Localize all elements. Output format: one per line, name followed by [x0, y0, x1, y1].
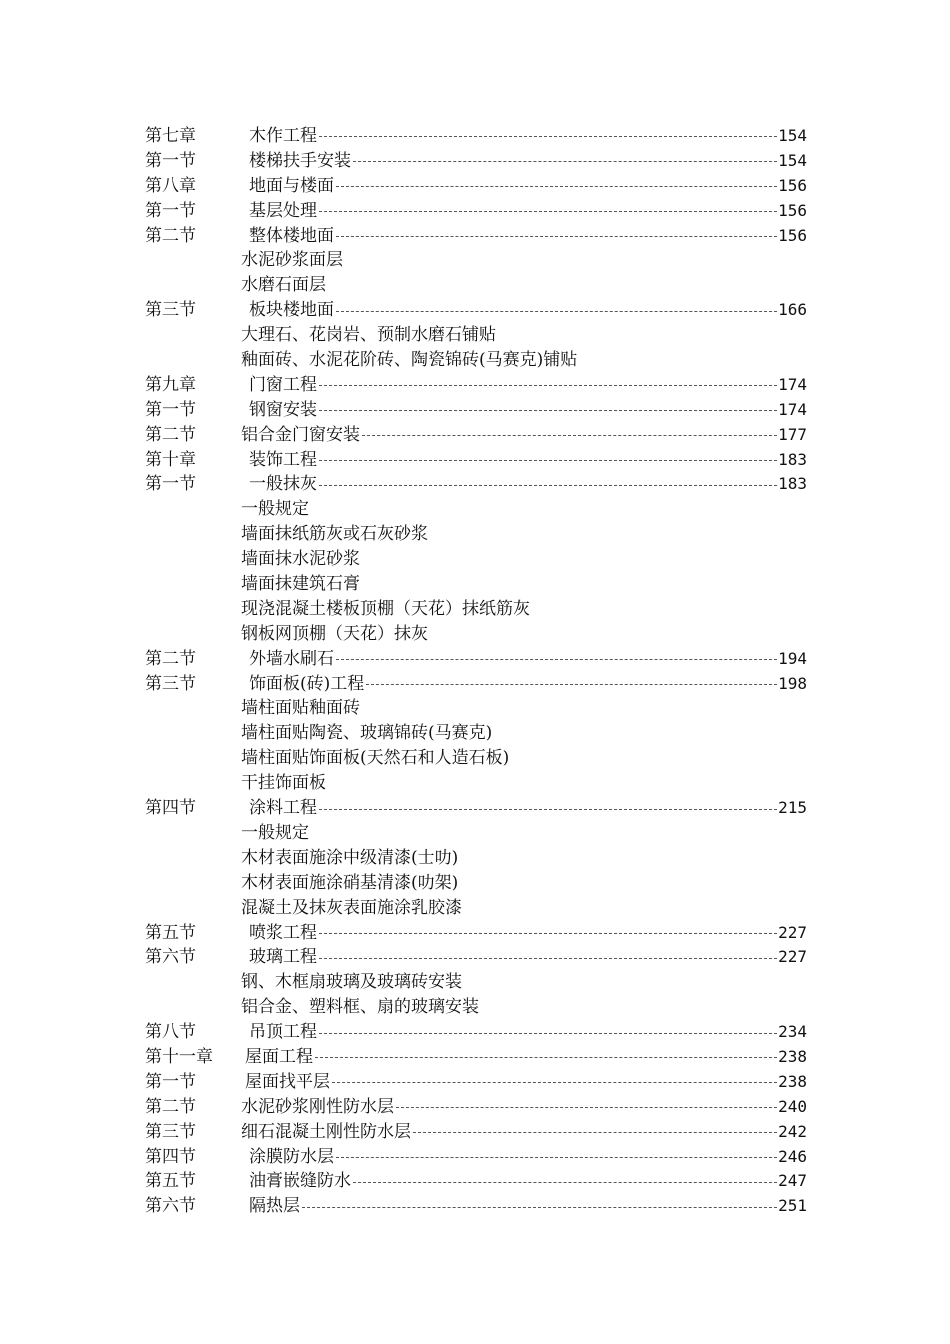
- toc-entry-page: 215: [778, 798, 807, 818]
- toc-entry: [145, 174, 807, 199]
- toc-entry: [145, 448, 807, 473]
- dash-leader: [353, 161, 777, 162]
- dash-leader: [315, 1057, 777, 1058]
- toc-entry-number: 第一节: [145, 399, 196, 420]
- toc-entry: [145, 1145, 807, 1170]
- toc-subentry: [145, 622, 807, 647]
- toc-entry-title: 喷浆工程: [249, 922, 317, 943]
- toc-entry-line: [245, 1070, 807, 1095]
- toc-entry-line: [249, 921, 807, 946]
- toc-entry: [145, 298, 807, 323]
- toc-entry-page: 156: [778, 200, 807, 220]
- toc-entry: [145, 647, 807, 672]
- toc-subentry: [145, 970, 807, 995]
- toc-subentry: [145, 522, 807, 547]
- toc-entry: [145, 373, 807, 398]
- toc-subentry-title: 墙面抹建筑石膏: [241, 574, 360, 595]
- toc-entry-number: 第三节: [145, 1121, 196, 1142]
- toc-entry: [145, 1095, 807, 1120]
- toc-entry-line: [249, 472, 807, 497]
- toc-entry-title: 屋面找平层: [245, 1071, 330, 1092]
- toc-entry-page: 154: [778, 126, 807, 145]
- toc-entry-number: 第一节: [145, 200, 196, 221]
- toc-entry-page: 247: [778, 1171, 807, 1191]
- dash-leader: [336, 1157, 777, 1158]
- toc-entry-number: 第八节: [145, 1022, 196, 1043]
- toc-entry-number: 第十章: [145, 449, 196, 470]
- toc-entry-line: [249, 373, 807, 398]
- toc-subentry-title: 混凝土及抹灰表面施涂乳胶漆: [241, 897, 462, 918]
- toc-entry: [145, 1020, 807, 1045]
- toc-entry-line: [249, 1169, 807, 1194]
- dash-leader: [396, 1107, 777, 1108]
- dash-leader: [319, 1033, 777, 1034]
- toc-entry-title: 木作工程: [249, 126, 317, 146]
- dash-leader: [353, 1182, 777, 1183]
- toc-entry-number: 第六节: [145, 947, 196, 968]
- toc-entry-line: [249, 174, 807, 199]
- toc-entry-number: 第四节: [145, 1146, 196, 1167]
- toc-entry-number: 第四节: [145, 798, 196, 819]
- toc-entry-page: 166: [778, 300, 807, 320]
- toc-entry-line: [249, 149, 807, 174]
- toc-entry-page: 238: [778, 1046, 807, 1066]
- toc-entry-line: [245, 1045, 807, 1070]
- toc-entry-title: 楼梯扶手安装: [249, 150, 351, 171]
- toc-entry-line: [241, 1120, 807, 1145]
- toc-entry-page: 198: [778, 673, 807, 693]
- toc-subentry: [145, 846, 807, 871]
- toc-subentry-title: 墙柱面贴陶瓷、玻璃锦砖(马赛克): [241, 723, 493, 744]
- toc-subentry: [145, 547, 807, 572]
- toc-subentry-title: 墙柱面贴釉面砖: [241, 698, 360, 719]
- toc-entry-title: 板块楼地面: [249, 300, 334, 321]
- toc-entry-title: 细石混凝土刚性防水层: [241, 1121, 411, 1142]
- toc-entry-line: [249, 199, 807, 224]
- toc-entry-page: 174: [778, 374, 807, 394]
- toc-entry-line: [249, 448, 807, 473]
- dash-leader: [319, 958, 777, 959]
- toc-entry-line: [249, 796, 807, 821]
- toc-subentry: [145, 771, 807, 796]
- toc-subentry-title: 墙柱面贴饰面板(天然石和人造石板): [241, 748, 510, 769]
- toc-entry-line: [249, 672, 807, 697]
- toc-subentry: [145, 995, 807, 1020]
- toc-entry-title: 门窗工程: [249, 374, 317, 395]
- toc-entry: [145, 472, 807, 497]
- toc-entry-line: [249, 1020, 807, 1045]
- toc-entry-page: 246: [778, 1146, 807, 1166]
- toc-subentry-title: 铝合金、塑料框、扇的玻璃安装: [241, 997, 479, 1018]
- toc-entry-page: 183: [778, 449, 807, 469]
- toc-entry: [145, 398, 807, 423]
- toc-entry-number: 第一节: [145, 150, 196, 171]
- toc-subentry: [145, 746, 807, 771]
- toc-subentry-title: 水磨石面层: [241, 275, 326, 296]
- toc-entry: [145, 1194, 807, 1219]
- toc-entry-title: 玻璃工程: [249, 947, 317, 968]
- toc-entry-page: 183: [778, 474, 807, 494]
- toc-entry-number: 第十一章: [145, 1046, 213, 1067]
- dash-leader: [362, 435, 777, 436]
- toc-entry-title: 涂料工程: [249, 798, 317, 819]
- toc-entry-line: [241, 423, 807, 448]
- toc-entry-line: [249, 1145, 807, 1170]
- toc-entry-number: 第五节: [145, 922, 196, 943]
- dash-leader: [336, 236, 777, 237]
- toc-subentry-title: 釉面砖、水泥花阶砖、陶瓷锦砖(马赛克)铺贴: [241, 350, 578, 371]
- toc-entry-line: [249, 945, 807, 970]
- toc-entry-page: 251: [778, 1196, 807, 1216]
- dash-leader: [319, 385, 777, 386]
- toc-subentry-title: 现浇混凝土楼板顶棚（天花）抹纸筋灰: [241, 598, 530, 619]
- toc-subentry: [145, 572, 807, 597]
- toc-subentry-title: 墙面抹水泥砂浆: [241, 549, 360, 570]
- toc-subentry: [145, 348, 807, 373]
- toc-entry-number: 第二节: [145, 648, 196, 669]
- toc-subentry: [145, 323, 807, 348]
- toc-entry-title: 水泥砂浆刚性防水层: [241, 1096, 394, 1117]
- toc-entry-line: [249, 1194, 807, 1219]
- toc-entry-page: 174: [778, 399, 807, 419]
- toc-entry-number: 第九章: [145, 374, 196, 395]
- toc-subentry: [145, 721, 807, 746]
- toc-subentry-title: 水泥砂浆面层: [241, 250, 343, 271]
- toc-entry: [145, 124, 807, 149]
- dash-leader: [319, 460, 777, 461]
- toc-entry: [145, 945, 807, 970]
- dash-leader: [332, 1082, 777, 1083]
- toc-entry-title: 地面与楼面: [249, 175, 334, 196]
- toc-entry-number: 第二节: [145, 225, 196, 246]
- toc-subentry-title: 一般规定: [241, 822, 309, 843]
- toc-entry-title: 屋面工程: [245, 1046, 313, 1067]
- dash-leader: [366, 684, 777, 685]
- dash-leader: [319, 410, 777, 411]
- toc-entry: [145, 921, 807, 946]
- toc-entry-page: 156: [778, 175, 807, 195]
- dash-leader: [302, 1207, 777, 1208]
- toc-entry-number: 第三节: [145, 673, 196, 694]
- toc-subentry-title: 干挂饰面板: [241, 773, 326, 794]
- toc-subentry: [145, 497, 807, 522]
- toc-subentry-title: 木材表面施涂中级清漆(士叻): [241, 847, 459, 868]
- toc-entry-title: 钢窗安装: [249, 399, 317, 420]
- toc-entry-page: 238: [778, 1071, 807, 1091]
- toc-entry-page: 242: [778, 1121, 807, 1141]
- toc-entry-line: [241, 1095, 807, 1120]
- toc-entry-number: 第一节: [145, 474, 196, 495]
- toc-entry-title: 隔热层: [249, 1196, 300, 1217]
- toc-entry-number: 第二节: [145, 1096, 196, 1117]
- toc-entry-line: [249, 398, 807, 423]
- toc-entry: [145, 1070, 807, 1095]
- toc-entry: [145, 796, 807, 821]
- toc-entry: [145, 1169, 807, 1194]
- toc-subentry-title: 墙面抹纸筋灰或石灰砂浆: [241, 524, 428, 545]
- toc-subentry: [145, 273, 807, 298]
- dash-leader: [336, 659, 777, 660]
- toc-entry-title: 基层处理: [249, 200, 317, 221]
- toc-entry-number: 第一节: [145, 1071, 196, 1092]
- toc-entry: [145, 423, 807, 448]
- toc-entry-title: 装饰工程: [249, 449, 317, 470]
- toc-entry-title: 饰面板(砖)工程: [249, 673, 365, 694]
- dash-leader: [319, 485, 777, 486]
- dash-leader: [336, 311, 777, 312]
- toc-entry: [145, 1120, 807, 1145]
- toc-entry-title: 一般抹灰: [249, 474, 317, 495]
- toc-subentry-title: 大理石、花岗岩、预制水磨石铺贴: [241, 325, 496, 346]
- toc-entry-page: 234: [778, 1022, 807, 1042]
- toc-entry: [145, 224, 807, 249]
- toc-entry: [145, 199, 807, 224]
- toc-entry: [145, 149, 807, 174]
- dash-leader: [319, 809, 777, 810]
- toc-entry-title: 整体楼地面: [249, 225, 334, 246]
- toc-subentry: [145, 896, 807, 921]
- toc-entry-page: 194: [778, 648, 807, 668]
- toc-entry-line: [249, 224, 807, 249]
- toc-subentry: [145, 248, 807, 273]
- toc-subentry: [145, 871, 807, 896]
- toc-entry-number: 第五节: [145, 1171, 196, 1192]
- dash-leader: [319, 136, 777, 137]
- toc-entry-page: 154: [778, 150, 807, 170]
- toc-subentry: [145, 696, 807, 721]
- toc-subentry-title: 木材表面施涂硝基清漆(叻架): [241, 872, 459, 893]
- dash-leader: [336, 186, 777, 187]
- toc-subentry-title: 钢板网顶棚（天花）抹灰: [241, 623, 428, 644]
- toc-subentry-title: 一般规定: [241, 499, 309, 520]
- toc-entry: [145, 1045, 807, 1070]
- toc-entry-line: [249, 124, 807, 149]
- toc-entry-page: 227: [778, 922, 807, 942]
- toc-subentry: [145, 821, 807, 846]
- dash-leader: [319, 211, 777, 212]
- toc-entry-number: 第六节: [145, 1196, 196, 1217]
- toc-entry-line: [249, 298, 807, 323]
- toc-entry-number: 第七章: [145, 126, 196, 146]
- toc-entry-page: 240: [778, 1096, 807, 1116]
- toc-entry-line: [249, 647, 807, 672]
- toc-entry-title: 油膏嵌缝防水: [249, 1171, 351, 1192]
- toc-entry-page: 227: [778, 947, 807, 967]
- toc-entry-number: 第三节: [145, 300, 196, 321]
- toc-entry-title: 铝合金门窗安装: [241, 424, 360, 445]
- toc-entry-title: 涂膜防水层: [249, 1146, 334, 1167]
- toc-subentry-title: 钢、木框扇玻璃及玻璃砖安装: [241, 972, 462, 993]
- toc-entry-title: 外墙水刷石: [249, 648, 334, 669]
- dash-leader: [319, 933, 777, 934]
- toc-entry-title: 吊顶工程: [249, 1022, 317, 1043]
- dash-leader: [413, 1132, 777, 1133]
- toc-subentry: [145, 597, 807, 622]
- table-of-contents: [145, 124, 807, 1219]
- toc-entry-number: 第八章: [145, 175, 196, 196]
- toc-entry: [145, 672, 807, 697]
- toc-entry-page: 177: [778, 424, 807, 444]
- toc-entry-page: 156: [778, 225, 807, 245]
- toc-entry-number: 第二节: [145, 424, 196, 445]
